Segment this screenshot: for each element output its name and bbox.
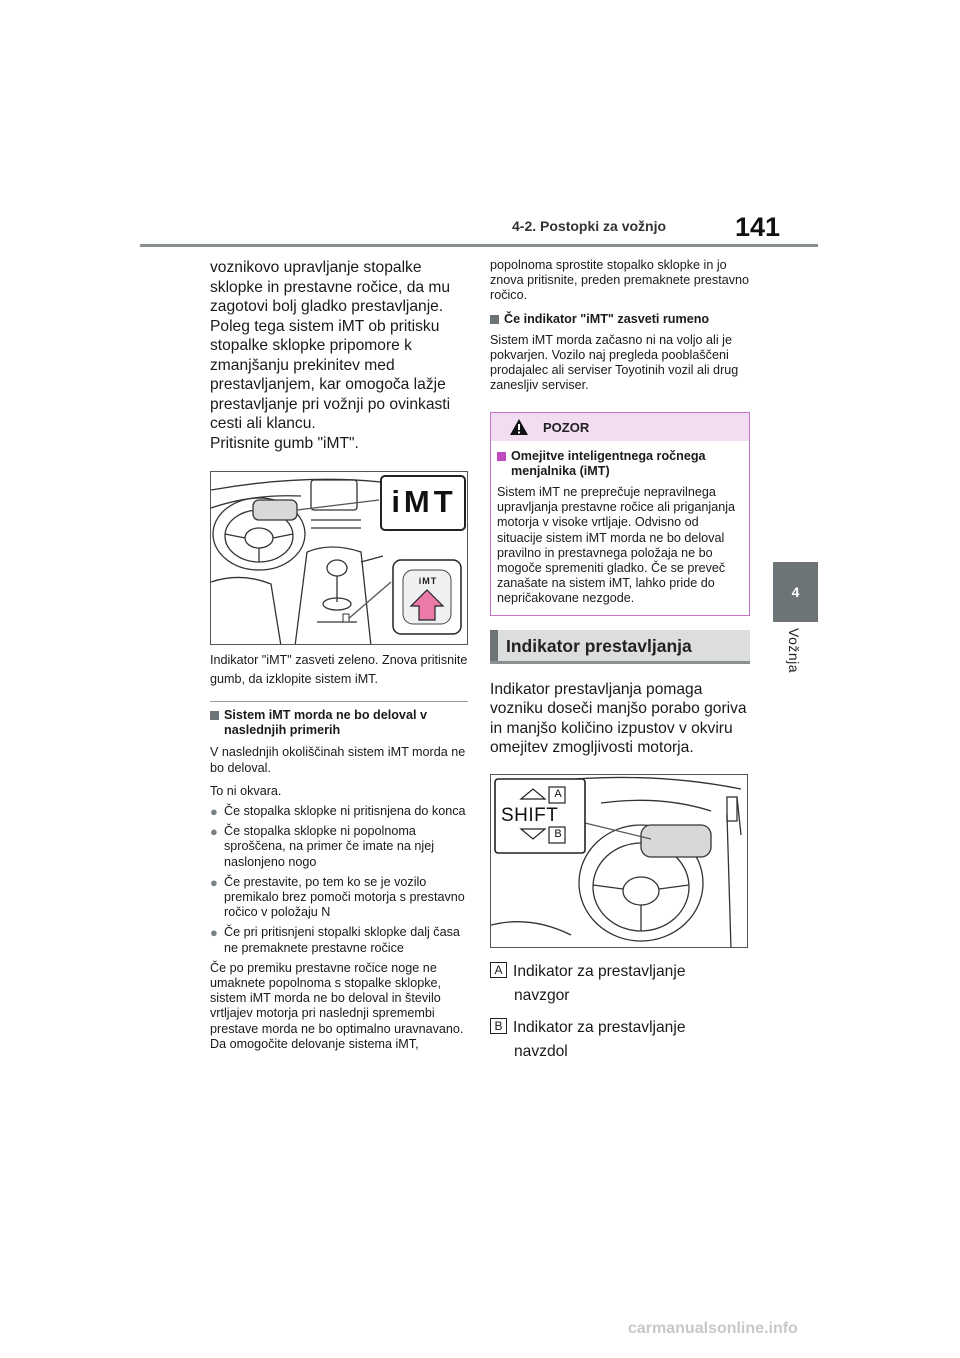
imt-button-figure	[210, 471, 468, 645]
bullet-dot-icon: ●	[210, 824, 218, 840]
shift-indicator-figure	[490, 774, 748, 948]
shift-label: SHIFT	[501, 804, 559, 826]
legend-key-a: A	[490, 962, 507, 978]
imt-big-label: iMT	[391, 484, 457, 519]
subheading-text: Sistem iMT morda ne bo deloval v naslednjih primerih	[224, 708, 427, 738]
section-title-shift: Indikator prestavljanja	[506, 635, 692, 656]
sub-intro: V naslednjih okoliščinah sistem iMT morda ne bo deloval.	[210, 745, 466, 775]
square-bullet-icon	[497, 452, 506, 461]
chapter-tab-number[interactable]: 4	[773, 562, 818, 622]
left-column	[210, 258, 468, 1052]
list-item: ● Če stopalka sklopke ni pritisnjena do konca	[210, 804, 466, 820]
subheading-amber	[490, 312, 752, 327]
figure-label-b: B	[554, 827, 562, 840]
warning-heading-text: Omejitve inteligentnega ročnega menjalnika (iMT)	[511, 448, 706, 478]
warning-box	[490, 412, 750, 616]
warning-title: POZOR	[543, 419, 590, 435]
continuation-paragraph: popolnoma sprostite stopalko sklopke in jo znova pritisnite, preden premaknete prestavno ročico.	[490, 258, 750, 303]
chapter-tab-label: Vožnja	[786, 628, 802, 674]
warning-body	[491, 441, 749, 615]
list-item: ● Če prestavite, po tem ko se je vozilo premikalo brez pomoči motorja s prestavno ročico v položaju N	[210, 874, 465, 920]
square-bullet-icon	[490, 315, 499, 324]
divider	[210, 701, 468, 702]
bullet-dot-icon: ●	[210, 925, 218, 941]
legend-b	[490, 1016, 752, 1064]
watermark: carmanualsonline.info	[628, 1320, 798, 1337]
closing-paragraph: Če po premiku prestavne ročice noge ne umaknete popolnoma s stopalke sklopke, sistem iMT morda ne bo deloval in število vrtljajev motorja pri naslednji spremembi prestave morda ne bo optimalno uravnavano. Da omogočite delovanje sistema iMT,	[210, 960, 464, 1051]
imt-button-label[interactable]: iMT	[418, 576, 438, 586]
legend-key-b: B	[490, 1018, 507, 1034]
not-fault-note: To ni okvara.	[210, 783, 282, 798]
legend-b-text-line2: navzdol	[514, 1042, 568, 1060]
header-rule	[140, 244, 818, 247]
bullet-dot-icon: ●	[210, 874, 218, 890]
list-item: ● Če pri pritisnjeni stopalki sklopke dalj časa ne premaknete prestavne ročice	[210, 925, 460, 955]
subheading-text: Če indikator "iMT" zasveti rumeno	[504, 311, 710, 326]
warning-header	[491, 413, 749, 441]
subheading-not-operating	[210, 708, 468, 738]
shift-indicator-paragraph: Indikator prestavljanja pomaga vozniku doseči manjšo porabo goriva in manjšo količino izpustov v okviru omejitev zmogljivosti motorja.	[490, 680, 747, 757]
list-item: ● Če stopalka sklopke ni popolnoma sproščena, na primer če imate na njej naslonjeno nogo	[210, 824, 434, 869]
legend-a-text-line1: Indikator za prestavljanje	[513, 962, 686, 980]
bullet-dot-icon: ●	[210, 804, 218, 820]
intro-paragraph: voznikovo upravljanje stopalke sklopke in prestavne ročice, da mu zagotovi bolj gladko prestavljanje. Poleg tega sistem iMT ob pritisku stopalke sklopke pripomore k zmanjšanju prekinitev med prestavljanjem, kar omogoča lažje prestavljanje pri vožnji po ovinkasti cesti ali klancu.	[210, 259, 451, 432]
amber-text: Sistem iMT morda začasno ni na voljo ali je pokvarjen. Vozilo naj pregleda pooblaščeni prodajalec ali serviser Toyotinih vozil ali drug zanesljiv serviser.	[490, 332, 739, 393]
section-header-bar	[490, 630, 750, 664]
shift-indicator-illustration	[491, 775, 748, 948]
warning-heading	[497, 449, 743, 479]
legend-b-text-line1: Indikator za prestavljanje	[513, 1018, 686, 1036]
legend-a	[490, 960, 752, 1008]
warning-text: Sistem iMT ne preprečuje nepravilnega upravljanja prestavne ročice ali priganjanja motorja v visoke vrtljaje. Odvisno od situacije sistem iMT morda ne bo deloval pravilno in prestavnega položaja ne bo mogoče spremeniti gladko. Če se preveč zanašate na sistem iMT, lahko pride do nepričakovane nezgode.	[497, 485, 736, 606]
legend-a-text-line2: navzgor	[514, 986, 570, 1004]
figure1-caption: Indikator "iMT" zasveti zeleno. Znova pritisnite gumb, da izklopite sistem iMT.	[210, 653, 468, 686]
square-bullet-icon	[210, 711, 219, 720]
figure-label-a: A	[554, 787, 562, 800]
press-instruction: Pritisnite gumb "iMT".	[210, 434, 359, 452]
right-column	[490, 258, 752, 1064]
warning-triangle-icon	[509, 418, 529, 436]
page-number: 141	[735, 212, 781, 242]
section-title: 4-2. Postopki za vožnjo	[512, 218, 667, 234]
condition-list	[210, 804, 468, 956]
